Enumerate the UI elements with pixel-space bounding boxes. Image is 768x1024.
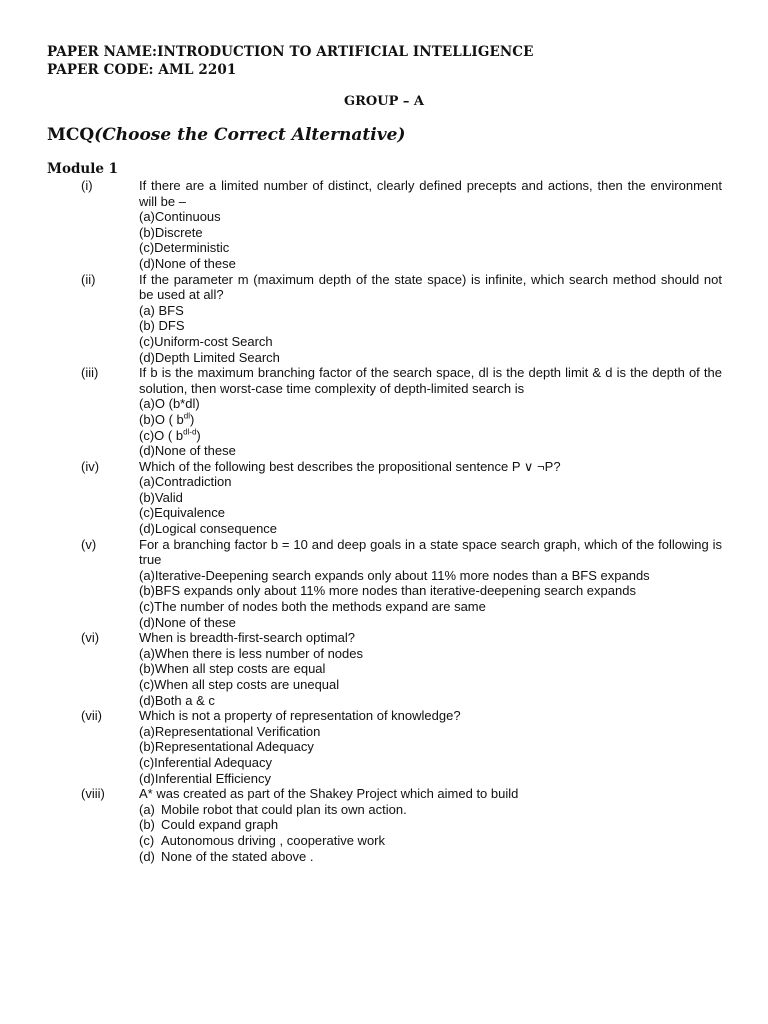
question [0,459,768,537]
question-body [139,459,722,537]
option [139,396,722,412]
question-number: (vii) [81,708,102,724]
option: (a)Iterative-Deepening search expands only about 11% more nodes than a BFS expands [139,567,650,583]
option: (b)BFS expands only about 11% more nodes than iterative-deepening search expands [139,583,636,599]
option [139,443,722,459]
question-text: If b is the maximum branching factor of the search space, dl is the depth limit & d is the depth of the solution, then worst-case time complexity of depth-limited search is [139,365,722,396]
option: (c)Uniform-cost Search [139,333,273,349]
option: (c)Equivalence [139,505,225,521]
option: (b)When all step costs are equal [139,661,326,677]
option: (c)Inferential Adequacy [139,754,272,770]
question-body [139,178,722,272]
question-text: A* was created as part of the Shakey Project which aimed to build [139,786,519,802]
question [0,786,768,864]
option: (d)None of these [139,614,236,630]
option: (c)When all step costs are unequal [139,677,340,692]
option-text: (a)O (b*dl) [139,396,200,412]
option-superscript: dl-d [183,427,197,437]
option: (a)Contradiction [139,474,232,490]
option [139,849,722,865]
option-text: Mobile robot that could plan its own action. [161,801,407,817]
question-number: (vi) [81,630,100,646]
option-label: (a) [139,801,155,817]
paper-code: PAPER CODE: AML 2201 [47,62,237,78]
option [139,817,722,833]
question-number: (viii) [81,786,105,802]
option: (d)Both a & c [139,692,215,708]
option-text: (b)O ( b [139,411,184,427]
question [0,708,768,786]
question-number: (ii) [81,271,96,287]
question-text: For a branching factor b = 10 and deep goals in a state space search graph, which of the following is true [139,536,722,568]
question-body [139,708,722,786]
option: (a)Representational Verification [139,723,321,739]
question-text: If there are a limited number of distinct, clearly defined precepts and actions, then the environment will be – [139,178,722,209]
question-number: (v) [81,536,97,552]
option-text: (d)None of these [139,443,236,459]
option: (b) DFS [139,318,185,334]
option-text: None of the stated above . [161,848,314,864]
question-text: Which of the following best describes the propositional sentence P ∨ ¬P? [139,458,561,474]
mcq-prefix: MCQ [47,125,95,145]
option: (c)The number of nodes both the methods expand are same [139,599,486,615]
module-heading: Module 1 [47,161,119,177]
question [0,272,768,366]
mcq-title: (Choose the Correct Alternative) [94,125,406,145]
option: (d)None of these [139,255,236,271]
option-text: Could expand graph [161,817,279,833]
option: (b)Representational Adequacy [139,739,314,755]
question-number: (iv) [81,458,100,474]
option [139,802,722,818]
question-body [139,630,722,708]
question-number: (i) [81,178,93,193]
question-number: (iii) [81,365,99,381]
option [139,833,722,849]
question-text: When is breadth-first-search optimal? [139,630,356,646]
question-body [139,537,722,631]
question [0,178,768,272]
option: (d)Inferential Efficiency [139,770,271,786]
question [0,630,768,708]
question [0,365,768,459]
question-body [139,786,722,864]
option: (d)Logical consequence [139,521,278,537]
option-label: (b) [139,817,155,833]
option: (b)Valid [139,489,183,505]
question [0,537,768,631]
option: (d)Depth Limited Search [139,349,280,365]
option-superscript: dl [183,411,191,421]
option: (b)Discrete [139,224,203,240]
option: (a)Continuous [139,209,221,225]
option-label: (d) [139,848,155,864]
question-list [0,178,768,864]
question-body [139,272,722,366]
option-label: (c) [139,832,155,848]
question-text: If the parameter m (maximum depth of the state space) is infinite, which search method should not be used at all? [139,271,722,303]
option: (a) BFS [139,302,184,318]
option-text: Autonomous driving , cooperative work [161,832,386,848]
question-text: Which is not a property of representation of knowledge? [139,708,461,724]
question-body [139,365,722,459]
option: (c)Deterministic [139,240,230,256]
mcq-heading [47,125,405,145]
group-heading: GROUP – A [344,94,424,109]
option-suffix: ) [196,427,201,443]
option: (a)When there is less number of nodes [139,645,363,661]
option [139,428,722,444]
option-suffix: ) [190,411,195,427]
paper-name: PAPER NAME:INTRODUCTION TO ARTIFICIAL INTELLIGENCE [47,44,534,60]
option-text: (c)O ( b [139,427,184,443]
option [139,412,722,428]
